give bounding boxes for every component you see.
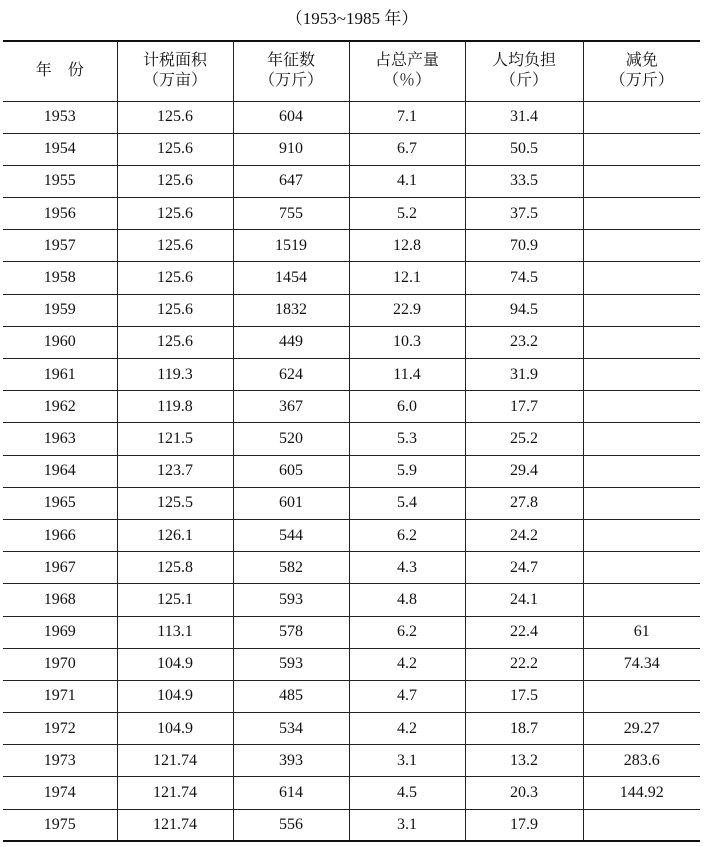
cell-annual-levy: 1832: [233, 294, 349, 326]
cell-taxable-area: 121.5: [117, 423, 233, 455]
cell-annual-levy: 755: [233, 198, 349, 230]
cell-taxable-area: 125.5: [117, 487, 233, 519]
table-row: [3, 680, 700, 712]
header-taxable-area: [117, 41, 233, 101]
table-subtitle: （1953~1985 年）: [285, 9, 419, 28]
table-body: [3, 101, 700, 841]
cell-year: 1954: [3, 133, 117, 165]
cell-annual-levy: 393: [233, 745, 349, 777]
table-row: [3, 584, 700, 616]
cell-relief: [583, 455, 700, 487]
cell-annual-levy: 614: [233, 777, 349, 809]
cell-taxable-area: 125.6: [117, 262, 233, 294]
cell-share-of-output: 11.4: [349, 359, 465, 391]
cell-annual-levy: 544: [233, 519, 349, 551]
cell-taxable-area: 125.6: [117, 198, 233, 230]
table-row: [3, 552, 700, 584]
cell-relief: [583, 262, 700, 294]
cell-year: 1962: [3, 391, 117, 423]
table-row: [3, 391, 700, 423]
cell-share-of-output: 12.8: [349, 230, 465, 262]
cell-year: 1965: [3, 487, 117, 519]
table-header: [3, 41, 700, 101]
table-row: [3, 359, 700, 391]
cell-share-of-output: 6.0: [349, 391, 465, 423]
header-line: 年征数: [266, 52, 315, 70]
table-row: [3, 165, 700, 197]
cell-taxable-area: 113.1: [117, 616, 233, 648]
cell-year: 1968: [3, 584, 117, 616]
table-row: [3, 519, 700, 551]
table-row: [3, 616, 700, 648]
cell-relief: [583, 552, 700, 584]
cell-taxable-area: 121.74: [117, 745, 233, 777]
cell-annual-levy: 449: [233, 326, 349, 358]
cell-taxable-area: 125.6: [117, 326, 233, 358]
table-row: [3, 262, 700, 294]
header-share-of-output: [349, 41, 465, 101]
table-row: [3, 455, 700, 487]
header-per-capita-burden: [465, 41, 583, 101]
grain-tax-table: [3, 40, 700, 842]
cell-year: 1958: [3, 262, 117, 294]
cell-annual-levy: 367: [233, 391, 349, 423]
cell-year: 1970: [3, 648, 117, 680]
cell-year: 1961: [3, 359, 117, 391]
table-row: [3, 133, 700, 165]
table-row: [3, 809, 700, 841]
header-unit: （万斤）: [258, 72, 323, 90]
table-row: [3, 326, 700, 358]
cell-taxable-area: 123.7: [117, 455, 233, 487]
cell-taxable-area: 121.74: [117, 777, 233, 809]
cell-taxable-area: 125.6: [117, 230, 233, 262]
cell-relief: [583, 391, 700, 423]
cell-year: 1966: [3, 519, 117, 551]
cell-share-of-output: 4.8: [349, 584, 465, 616]
cell-relief: [583, 584, 700, 616]
cell-year: 1975: [3, 809, 117, 841]
header-line: 计税面积: [142, 52, 207, 70]
cell-share-of-output: 3.1: [349, 809, 465, 841]
cell-share-of-output: 6.2: [349, 519, 465, 551]
cell-per-capita-burden: 24.1: [465, 584, 583, 616]
table-row: [3, 713, 700, 745]
cell-year: 1960: [3, 326, 117, 358]
cell-share-of-output: 4.7: [349, 680, 465, 712]
cell-taxable-area: 125.6: [117, 294, 233, 326]
header-line: 年 份: [35, 62, 84, 80]
cell-taxable-area: 125.6: [117, 165, 233, 197]
cell-taxable-area: 126.1: [117, 519, 233, 551]
cell-annual-levy: 604: [233, 101, 349, 133]
cell-share-of-output: 22.9: [349, 294, 465, 326]
cell-relief: [583, 423, 700, 455]
header-year: [3, 41, 117, 101]
cell-per-capita-burden: 17.5: [465, 680, 583, 712]
cell-relief: [583, 101, 700, 133]
cell-per-capita-burden: 22.2: [465, 648, 583, 680]
cell-relief: 74.34: [583, 648, 700, 680]
table-row: [3, 198, 700, 230]
cell-year: 1964: [3, 455, 117, 487]
cell-annual-levy: 593: [233, 584, 349, 616]
cell-share-of-output: 5.3: [349, 423, 465, 455]
cell-year: 1971: [3, 680, 117, 712]
cell-relief: [583, 487, 700, 519]
cell-per-capita-burden: 17.7: [465, 391, 583, 423]
cell-annual-levy: 582: [233, 552, 349, 584]
header-relief: [583, 41, 700, 101]
cell-share-of-output: 12.1: [349, 262, 465, 294]
cell-relief: [583, 165, 700, 197]
cell-per-capita-burden: 37.5: [465, 198, 583, 230]
cell-relief: [583, 294, 700, 326]
cell-year: 1969: [3, 616, 117, 648]
cell-per-capita-burden: 23.2: [465, 326, 583, 358]
cell-annual-levy: 647: [233, 165, 349, 197]
cell-year: 1973: [3, 745, 117, 777]
cell-share-of-output: 5.2: [349, 198, 465, 230]
cell-taxable-area: 121.74: [117, 809, 233, 841]
cell-per-capita-burden: 29.4: [465, 455, 583, 487]
cell-year: 1955: [3, 165, 117, 197]
cell-per-capita-burden: 27.8: [465, 487, 583, 519]
header-unit: （万斤）: [609, 72, 674, 90]
cell-annual-levy: 605: [233, 455, 349, 487]
cell-annual-levy: 534: [233, 713, 349, 745]
cell-year: 1956: [3, 198, 117, 230]
cell-annual-levy: 485: [233, 680, 349, 712]
cell-year: 1953: [3, 101, 117, 133]
cell-per-capita-burden: 33.5: [465, 165, 583, 197]
cell-year: 1963: [3, 423, 117, 455]
table-row: [3, 101, 700, 133]
cell-taxable-area: 104.9: [117, 713, 233, 745]
cell-year: 1967: [3, 552, 117, 584]
cell-share-of-output: 3.1: [349, 745, 465, 777]
cell-relief: [583, 809, 700, 841]
cell-year: 1957: [3, 230, 117, 262]
cell-relief: 283.6: [583, 745, 700, 777]
cell-per-capita-burden: 74.5: [465, 262, 583, 294]
cell-year: 1972: [3, 713, 117, 745]
cell-share-of-output: 6.7: [349, 133, 465, 165]
table-row: [3, 294, 700, 326]
table-row: [3, 777, 700, 809]
cell-share-of-output: 7.1: [349, 101, 465, 133]
table-row: [3, 648, 700, 680]
cell-share-of-output: 5.9: [349, 455, 465, 487]
cell-per-capita-burden: 20.3: [465, 777, 583, 809]
cell-annual-levy: 578: [233, 616, 349, 648]
cell-annual-levy: 601: [233, 487, 349, 519]
cell-per-capita-burden: 24.2: [465, 519, 583, 551]
cell-per-capita-burden: 31.9: [465, 359, 583, 391]
cell-per-capita-burden: 50.5: [465, 133, 583, 165]
cell-annual-levy: 624: [233, 359, 349, 391]
table-row: [3, 745, 700, 777]
header-unit: （万亩）: [142, 72, 207, 90]
cell-taxable-area: 119.3: [117, 359, 233, 391]
cell-annual-levy: 910: [233, 133, 349, 165]
cell-annual-levy: 556: [233, 809, 349, 841]
cell-relief: [583, 519, 700, 551]
cell-share-of-output: 6.2: [349, 616, 465, 648]
cell-per-capita-burden: 17.9: [465, 809, 583, 841]
header-line: 减免: [625, 52, 658, 70]
table-row: [3, 423, 700, 455]
cell-annual-levy: 1519: [233, 230, 349, 262]
cell-per-capita-burden: 24.7: [465, 552, 583, 584]
cell-relief: [583, 230, 700, 262]
cell-year: 1959: [3, 294, 117, 326]
table-row: [3, 230, 700, 262]
cell-annual-levy: 520: [233, 423, 349, 455]
cell-per-capita-burden: 94.5: [465, 294, 583, 326]
cell-share-of-output: 4.1: [349, 165, 465, 197]
cell-share-of-output: 4.5: [349, 777, 465, 809]
cell-taxable-area: 125.6: [117, 133, 233, 165]
cell-taxable-area: 119.8: [117, 391, 233, 423]
cell-relief: 29.27: [583, 713, 700, 745]
cell-relief: [583, 359, 700, 391]
cell-per-capita-burden: 70.9: [465, 230, 583, 262]
cell-taxable-area: 104.9: [117, 680, 233, 712]
cell-taxable-area: 125.1: [117, 584, 233, 616]
cell-relief: 144.92: [583, 777, 700, 809]
cell-relief: [583, 326, 700, 358]
cell-taxable-area: 125.6: [117, 101, 233, 133]
header-unit: （％）: [382, 72, 431, 90]
header-line: 人均负担: [491, 52, 556, 70]
cell-relief: [583, 680, 700, 712]
cell-share-of-output: 4.2: [349, 648, 465, 680]
cell-relief: [583, 198, 700, 230]
header-unit: （斤）: [499, 72, 548, 90]
cell-share-of-output: 4.2: [349, 713, 465, 745]
cell-per-capita-burden: 31.4: [465, 101, 583, 133]
cell-annual-levy: 1454: [233, 262, 349, 294]
cell-taxable-area: 125.8: [117, 552, 233, 584]
header-row: [3, 41, 700, 101]
cell-relief: 61: [583, 616, 700, 648]
cell-per-capita-burden: 18.7: [465, 713, 583, 745]
cell-share-of-output: 4.3: [349, 552, 465, 584]
cell-per-capita-burden: 22.4: [465, 616, 583, 648]
cell-per-capita-burden: 13.2: [465, 745, 583, 777]
cell-relief: [583, 133, 700, 165]
header-annual-levy: [233, 41, 349, 101]
cell-share-of-output: 10.3: [349, 326, 465, 358]
cell-taxable-area: 104.9: [117, 648, 233, 680]
cell-year: 1974: [3, 777, 117, 809]
cell-share-of-output: 5.4: [349, 487, 465, 519]
table-row: [3, 487, 700, 519]
header-line: 占总产量: [374, 52, 439, 70]
cell-annual-levy: 593: [233, 648, 349, 680]
cell-per-capita-burden: 25.2: [465, 423, 583, 455]
